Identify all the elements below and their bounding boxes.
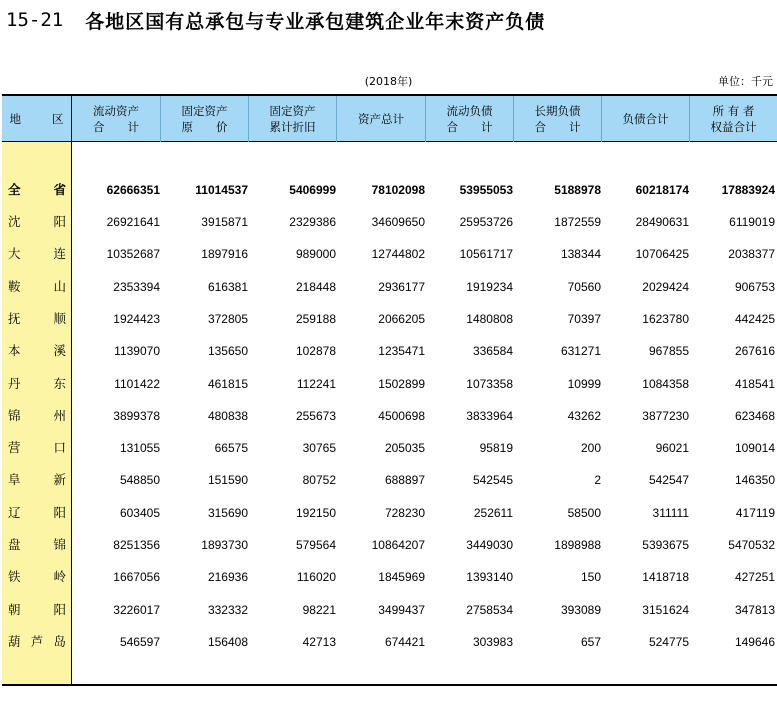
table-cell: 616381 bbox=[207, 279, 248, 294]
table-cell: 315690 bbox=[207, 505, 248, 520]
header-line1: 固定资产 bbox=[269, 104, 316, 118]
table-cell: 1845969 bbox=[378, 570, 425, 585]
table-cell: 3899378 bbox=[113, 408, 160, 423]
page-title bbox=[6, 6, 545, 34]
table-cell: 1502899 bbox=[378, 376, 425, 391]
table-cell: 688897 bbox=[384, 473, 425, 488]
header-region bbox=[2, 96, 72, 142]
table-cell: 3449030 bbox=[466, 538, 513, 552]
table-cell: 43262 bbox=[567, 408, 601, 423]
region-char: 大 bbox=[8, 246, 21, 262]
region-char: 抚 bbox=[8, 310, 21, 326]
header-line2: 原 价 bbox=[181, 120, 228, 134]
table-cell: 1084358 bbox=[642, 376, 689, 391]
table-cell: 417119 bbox=[735, 505, 775, 520]
table-cell: 480838 bbox=[207, 408, 248, 423]
region-char: 铁 bbox=[8, 569, 21, 585]
table-cell: 546597 bbox=[119, 634, 160, 649]
table-row bbox=[2, 368, 777, 400]
table-row bbox=[2, 271, 777, 303]
table-cell: 216936 bbox=[207, 570, 248, 585]
table-row bbox=[2, 238, 777, 270]
table-cell: 96021 bbox=[655, 441, 689, 456]
header-line2: 累计折旧 bbox=[269, 120, 316, 134]
region-char: 朝 bbox=[8, 601, 21, 617]
table-cell: 311111 bbox=[652, 505, 689, 520]
table-cell: 26921641 bbox=[106, 215, 160, 229]
table-cell: 12744802 bbox=[371, 247, 425, 262]
table-cell: 393089 bbox=[560, 602, 601, 617]
table-cell: 442425 bbox=[734, 311, 775, 326]
table-cell: 418541 bbox=[734, 376, 775, 391]
region-char: 芦 bbox=[30, 633, 44, 649]
region-char: 锦 bbox=[8, 407, 21, 423]
table-cell: 2066205 bbox=[378, 311, 425, 326]
header-line2: 合 计 bbox=[534, 120, 581, 134]
table-cell: 5393675 bbox=[642, 538, 689, 552]
header-col bbox=[602, 96, 690, 142]
region-char: 省 bbox=[53, 182, 66, 197]
table-cell: 2038377 bbox=[728, 247, 775, 262]
region-char: 葫 bbox=[8, 633, 21, 649]
table-cell: 255673 bbox=[295, 408, 336, 423]
row-region-name bbox=[8, 529, 66, 561]
table-cell: 25953726 bbox=[459, 215, 513, 229]
table-row bbox=[2, 626, 777, 658]
header-line1: 流动资产 bbox=[93, 104, 139, 118]
region-char: 顺 bbox=[53, 310, 66, 326]
row-region-name bbox=[8, 561, 66, 593]
header-col bbox=[514, 96, 602, 142]
header-line2: 合 计 bbox=[446, 120, 493, 134]
table-cell: 5188978 bbox=[554, 183, 601, 197]
table-cell: 1919234 bbox=[466, 279, 513, 294]
table-cell: 135650 bbox=[207, 344, 248, 359]
table-cell: 109014 bbox=[734, 441, 775, 456]
table-title: 各地区国有总承包与专业承包建筑企业年末资产负债 bbox=[85, 10, 546, 33]
table-cell: 989000 bbox=[295, 247, 336, 262]
row-region-name bbox=[8, 432, 66, 464]
table-cell: 151590 bbox=[207, 473, 248, 488]
table-cell: 98221 bbox=[302, 602, 336, 617]
table-cell: 3151624 bbox=[642, 602, 689, 617]
table-cell: 102878 bbox=[295, 344, 336, 359]
table-cell: 1235471 bbox=[378, 344, 425, 359]
header-line1: 负债合计 bbox=[622, 112, 669, 126]
table-cell: 116020 bbox=[296, 570, 336, 585]
table-cell: 3877230 bbox=[642, 408, 689, 423]
table-cell: 542545 bbox=[472, 473, 513, 488]
data-table bbox=[2, 94, 777, 686]
region-char: 阳 bbox=[53, 504, 66, 520]
table-row bbox=[2, 303, 777, 335]
table-cell: 3833964 bbox=[466, 408, 513, 423]
table-cell: 62666351 bbox=[106, 183, 160, 197]
table-cell: 5470532 bbox=[728, 538, 775, 552]
row-region-name bbox=[8, 174, 66, 206]
table-cell: 1101422 bbox=[114, 376, 160, 391]
row-region-name bbox=[8, 626, 66, 658]
table-cell: 95819 bbox=[479, 441, 513, 456]
table-cell: 1393140 bbox=[466, 570, 513, 585]
table-cell: 548850 bbox=[119, 473, 160, 488]
region-char: 锦 bbox=[53, 537, 66, 552]
table-row bbox=[2, 400, 777, 432]
table-cell: 28490631 bbox=[635, 215, 689, 229]
table-cell: 967855 bbox=[648, 344, 689, 359]
table-cell: 372805 bbox=[207, 311, 248, 326]
table-cell: 259188 bbox=[295, 311, 336, 326]
table-cell: 149646 bbox=[734, 634, 775, 649]
table-cell: 674421 bbox=[384, 634, 425, 649]
region-char: 辽 bbox=[8, 504, 21, 520]
table-cell: 1898988 bbox=[554, 538, 601, 552]
table-cell: 4500698 bbox=[378, 408, 425, 423]
table-cell: 60218174 bbox=[635, 183, 689, 197]
row-region-name bbox=[8, 303, 66, 335]
region-char: 盘 bbox=[8, 537, 21, 552]
header-region-char: 地 bbox=[9, 112, 21, 126]
table-cell: 70560 bbox=[567, 279, 601, 294]
table-cell: 78102098 bbox=[371, 183, 425, 197]
table-cell: 1073358 bbox=[466, 376, 513, 391]
region-char: 东 bbox=[53, 375, 66, 391]
row-region-name bbox=[8, 400, 66, 432]
region-char: 口 bbox=[53, 440, 66, 456]
header-region-char: 区 bbox=[52, 112, 64, 126]
header-col bbox=[72, 96, 161, 142]
region-char: 本 bbox=[8, 343, 21, 359]
region-char: 鞍 bbox=[8, 278, 21, 294]
row-region-name bbox=[8, 368, 66, 400]
table-cell: 5406999 bbox=[289, 183, 336, 197]
region-char: 连 bbox=[53, 246, 66, 262]
table-cell: 138344 bbox=[560, 247, 601, 262]
row-region-name bbox=[8, 497, 66, 529]
table-row bbox=[2, 529, 777, 561]
header-col bbox=[337, 96, 426, 142]
table-cell: 579564 bbox=[295, 538, 336, 552]
table-cell: 1139070 bbox=[114, 344, 160, 359]
table-row bbox=[2, 497, 777, 529]
table-cell: 10864207 bbox=[371, 538, 425, 552]
unit-note: 单位：千元 bbox=[718, 75, 773, 88]
header-line1: 长期负债 bbox=[534, 104, 581, 118]
table-cell: 1893730 bbox=[201, 538, 248, 552]
header-col bbox=[249, 96, 337, 142]
header-line1: 所 有 者 bbox=[712, 104, 755, 118]
table-cell: 10706425 bbox=[635, 247, 689, 262]
table-cell: 192150 bbox=[295, 505, 336, 520]
table-cell: 10999 bbox=[567, 376, 601, 391]
table-cell: 524775 bbox=[648, 634, 689, 649]
header-col bbox=[161, 96, 249, 142]
region-char: 州 bbox=[53, 407, 66, 423]
region-char: 阳 bbox=[53, 601, 66, 617]
header-line1: 资产总计 bbox=[358, 112, 404, 126]
row-region-name bbox=[8, 335, 66, 367]
table-cell: 267616 bbox=[734, 344, 775, 359]
table-cell: 131055 bbox=[119, 441, 160, 456]
header-line1: 固定资产 bbox=[181, 104, 228, 118]
region-char: 全 bbox=[8, 182, 21, 197]
table-cell: 657 bbox=[580, 634, 601, 649]
region-char: 营 bbox=[8, 440, 21, 456]
table-cell: 1480808 bbox=[466, 311, 513, 326]
table-cell: 10561717 bbox=[459, 247, 513, 262]
region-char: 丹 bbox=[8, 375, 21, 391]
table-row bbox=[2, 561, 777, 593]
year-note: (2018年) bbox=[364, 75, 413, 88]
table-cell: 3499437 bbox=[378, 602, 425, 617]
region-char: 沈 bbox=[8, 214, 21, 229]
table-cell: 906753 bbox=[734, 279, 775, 294]
table-cell: 2029424 bbox=[642, 279, 689, 294]
table-cell: 347813 bbox=[734, 602, 775, 617]
table-cell: 1623780 bbox=[642, 311, 689, 326]
table-cell: 112241 bbox=[296, 376, 336, 391]
table-row bbox=[2, 432, 777, 464]
table-cell: 58500 bbox=[567, 505, 601, 520]
region-char: 阜 bbox=[8, 472, 21, 488]
table-cell: 332332 bbox=[207, 602, 248, 617]
table-cell: 34609650 bbox=[371, 215, 425, 229]
table-cell: 3915871 bbox=[201, 215, 248, 229]
table-cell: 631271 bbox=[560, 344, 601, 359]
table-body bbox=[2, 142, 777, 686]
header-line1: 流动负债 bbox=[446, 104, 493, 118]
table-cell: 252611 bbox=[473, 505, 513, 520]
table-cell: 8251356 bbox=[113, 538, 160, 552]
table-cell: 303983 bbox=[472, 634, 513, 649]
table-cell: 1924423 bbox=[113, 311, 160, 326]
table-cell: 66575 bbox=[214, 441, 248, 456]
table-row bbox=[2, 174, 777, 206]
table-cell: 2329386 bbox=[289, 215, 336, 229]
table-cell: 10352687 bbox=[106, 247, 160, 262]
region-char: 岛 bbox=[53, 633, 66, 649]
table-cell: 80752 bbox=[302, 473, 336, 488]
table-row bbox=[2, 594, 777, 626]
table-cell: 427251 bbox=[734, 570, 775, 585]
region-char: 山 bbox=[53, 278, 66, 294]
table-cell: 3226017 bbox=[113, 602, 160, 617]
table-cell: 2353394 bbox=[113, 279, 160, 294]
region-char: 新 bbox=[53, 472, 66, 488]
table-cell: 205035 bbox=[384, 441, 425, 456]
table-cell: 146350 bbox=[734, 473, 775, 488]
table-number: 15-21 bbox=[6, 9, 64, 31]
table-cell: 150 bbox=[580, 570, 601, 585]
header-line2: 权益合计 bbox=[710, 120, 757, 134]
table-cell: 2936177 bbox=[378, 279, 425, 294]
row-region-name bbox=[8, 271, 66, 303]
table-cell: 6119019 bbox=[729, 215, 775, 229]
table-cell: 11014537 bbox=[195, 183, 248, 197]
table-cell: 336584 bbox=[472, 344, 513, 359]
table-row bbox=[2, 335, 777, 367]
header-line2: 合 计 bbox=[93, 120, 139, 134]
row-region-name bbox=[8, 206, 66, 238]
table-cell: 30765 bbox=[302, 441, 336, 456]
table-cell: 200 bbox=[580, 441, 601, 456]
table-cell: 542547 bbox=[648, 473, 689, 488]
table-cell: 156408 bbox=[207, 634, 248, 649]
table-cell: 53955053 bbox=[459, 183, 513, 197]
region-char: 岭 bbox=[53, 569, 66, 585]
header-col bbox=[690, 96, 777, 142]
table-cell: 1897916 bbox=[201, 247, 248, 262]
table-cell: 1667056 bbox=[113, 570, 160, 585]
table-cell: 728230 bbox=[384, 505, 425, 520]
table-cell: 2 bbox=[594, 473, 601, 488]
table-cell: 17883924 bbox=[721, 183, 775, 197]
row-region-name bbox=[8, 238, 66, 270]
table-cell: 42713 bbox=[302, 634, 336, 649]
table-row bbox=[2, 206, 777, 238]
table-cell: 2758534 bbox=[466, 602, 513, 617]
header-col bbox=[426, 96, 514, 142]
table-cell: 603405 bbox=[119, 505, 160, 520]
table-cell: 461815 bbox=[207, 376, 248, 391]
region-char: 溪 bbox=[53, 343, 66, 359]
table-header bbox=[2, 94, 777, 142]
table-row bbox=[2, 464, 777, 496]
table-cell: 1418718 bbox=[642, 570, 689, 585]
table-cell: 70397 bbox=[567, 311, 601, 326]
table-cell: 1872559 bbox=[554, 215, 601, 229]
row-region-name bbox=[8, 464, 66, 496]
row-region-name bbox=[8, 594, 66, 626]
table-cell: 623468 bbox=[734, 408, 775, 423]
table-cell: 218448 bbox=[295, 279, 336, 294]
region-char: 阳 bbox=[53, 214, 66, 229]
